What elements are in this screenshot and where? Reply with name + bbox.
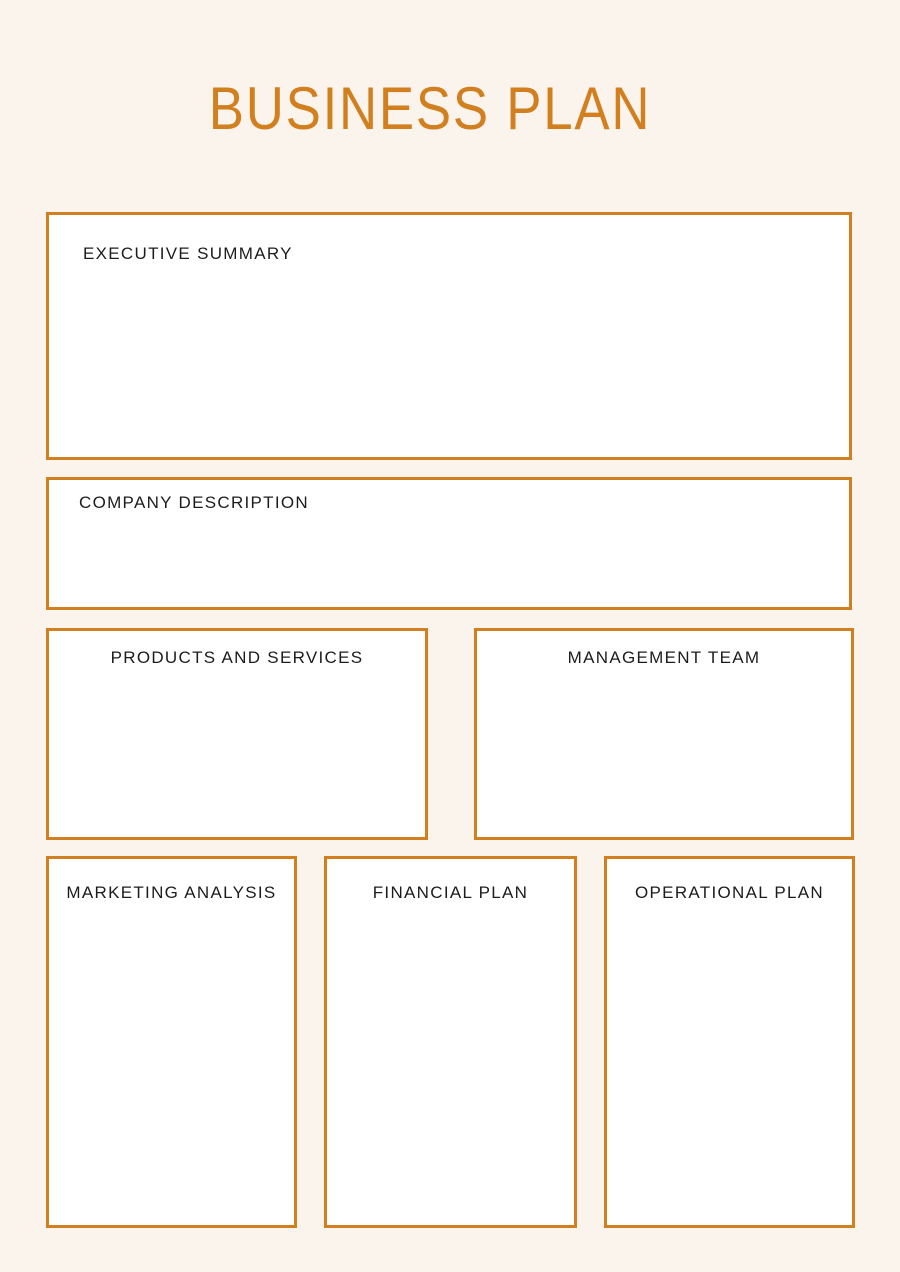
page-title: BUSINESS PLAN [208,75,652,142]
section-marketing-analysis-label: MARKETING ANALYSIS [66,883,277,902]
section-executive-summary[interactable] [46,212,852,460]
section-company-description[interactable] [46,477,852,610]
section-products-and-services[interactable] [46,628,428,840]
section-management-team[interactable] [474,628,854,840]
section-marketing-analysis[interactable] [46,856,297,1228]
section-operational-plan[interactable] [604,856,855,1228]
section-management-team-label: MANAGEMENT TEAM [567,648,761,667]
section-operational-plan-label: OPERATIONAL PLAN [635,883,824,902]
section-products-and-services-label: PRODUCTS AND SERVICES [110,648,364,667]
section-financial-plan[interactable] [324,856,577,1228]
section-company-description-label: COMPANY DESCRIPTION [79,493,309,512]
section-financial-plan-label: FINANCIAL PLAN [372,883,529,902]
section-executive-summary-label: EXECUTIVE SUMMARY [83,244,293,263]
